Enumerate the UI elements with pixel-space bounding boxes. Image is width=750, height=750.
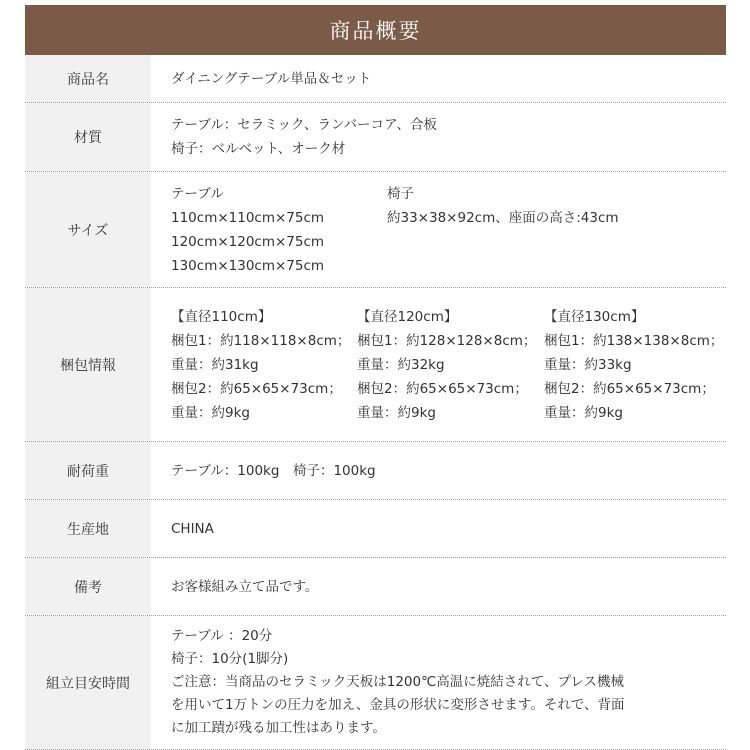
label-size: サイズ <box>25 172 151 287</box>
assembly-line: を用いて1万トンの圧力を加え、金具の形状に変形させます。それで、背面 <box>171 697 625 713</box>
packing-line: 梱包2：約65×65×73cm； <box>171 380 342 397</box>
packing-title: 【直径130cm】 <box>544 308 645 325</box>
value-packing <box>151 288 726 441</box>
label-assembly: 組立目安時間 <box>25 616 151 749</box>
packing-line: 重量：約9kg <box>357 404 436 421</box>
size-table-column <box>171 182 387 278</box>
value-material <box>151 103 726 171</box>
packing-column <box>544 305 723 425</box>
size-chair-column <box>387 182 619 278</box>
packing-line: 梱包2：約65×65×73cm； <box>544 380 715 397</box>
packing-title: 【直径110cm】 <box>171 308 272 325</box>
assembly-line: テーブル ：20分 <box>171 628 273 644</box>
packing-line: 梱包1：約138×138×8cm； <box>544 332 724 349</box>
packing-line: 梱包1：約128×128×8cm； <box>357 332 537 349</box>
load-text: テーブル：100kg 椅子：100kg <box>171 462 376 479</box>
size-chair-title: 椅子 <box>387 185 414 202</box>
spec-table <box>25 55 726 750</box>
packing-line: 梱包1：約118×118×8cm； <box>171 332 351 349</box>
packing-column <box>357 305 544 425</box>
material-line: テーブル：セラミック、ランバーコア、合板 <box>171 117 437 133</box>
value-origin <box>151 500 726 557</box>
row-assembly <box>25 616 726 750</box>
packing-column <box>171 305 357 425</box>
packing-line: 梱包2：約65×65×73cm； <box>357 380 528 397</box>
assembly-line: ご注意：当商品のセラミック天板は1200℃高温に焼結されて、プレス機械 <box>171 674 625 690</box>
packing-line: 重量：約33kg <box>544 356 632 373</box>
value-size <box>151 172 726 287</box>
value-note <box>151 558 726 615</box>
spec-title: 商品概要 <box>329 19 422 43</box>
material-line: 椅子：ベルベット、オーク材 <box>171 141 346 157</box>
label-load: 耐荷重 <box>25 442 151 499</box>
row-material <box>25 103 726 172</box>
label-product-name: 商品名 <box>25 55 151 102</box>
row-origin <box>25 500 726 558</box>
size-table-line: 110cm×110cm×75cm <box>171 209 325 226</box>
packing-line: 重量：約9kg <box>171 404 250 421</box>
value-assembly <box>151 616 726 749</box>
row-load <box>25 442 726 500</box>
value-product-name <box>151 55 726 102</box>
row-note <box>25 558 726 616</box>
product-name-text: ダイニングテーブル単品＆セット <box>171 70 372 87</box>
packing-line: 重量：約9kg <box>544 404 623 421</box>
label-note: 備考 <box>25 558 151 615</box>
packing-line: 重量：約32kg <box>357 356 445 373</box>
assembly-line: 椅子：10分(1脚分) <box>171 651 289 667</box>
size-table-title: テーブル <box>171 185 224 202</box>
row-size <box>25 172 726 288</box>
label-origin: 生産地 <box>25 500 151 557</box>
size-table-line: 130cm×130cm×75cm <box>171 257 325 274</box>
row-product-name <box>25 55 726 103</box>
packing-title: 【直径120cm】 <box>357 308 458 325</box>
size-table-line: 120cm×120cm×75cm <box>171 233 325 250</box>
row-packing <box>25 288 726 442</box>
size-chair-line: 約33×38×92cm、座面の高さ:43cm <box>387 209 619 226</box>
label-packing: 梱包情報 <box>25 288 151 441</box>
spec-header <box>25 5 726 55</box>
origin-text: CHINA <box>171 520 214 537</box>
label-material: 材質 <box>25 103 151 171</box>
assembly-line: に加工蹟が残る加工性はあります。 <box>171 720 386 736</box>
note-text: お客様組み立て品です。 <box>171 578 319 595</box>
value-load <box>151 442 726 499</box>
packing-line: 重量：約31kg <box>171 356 259 373</box>
